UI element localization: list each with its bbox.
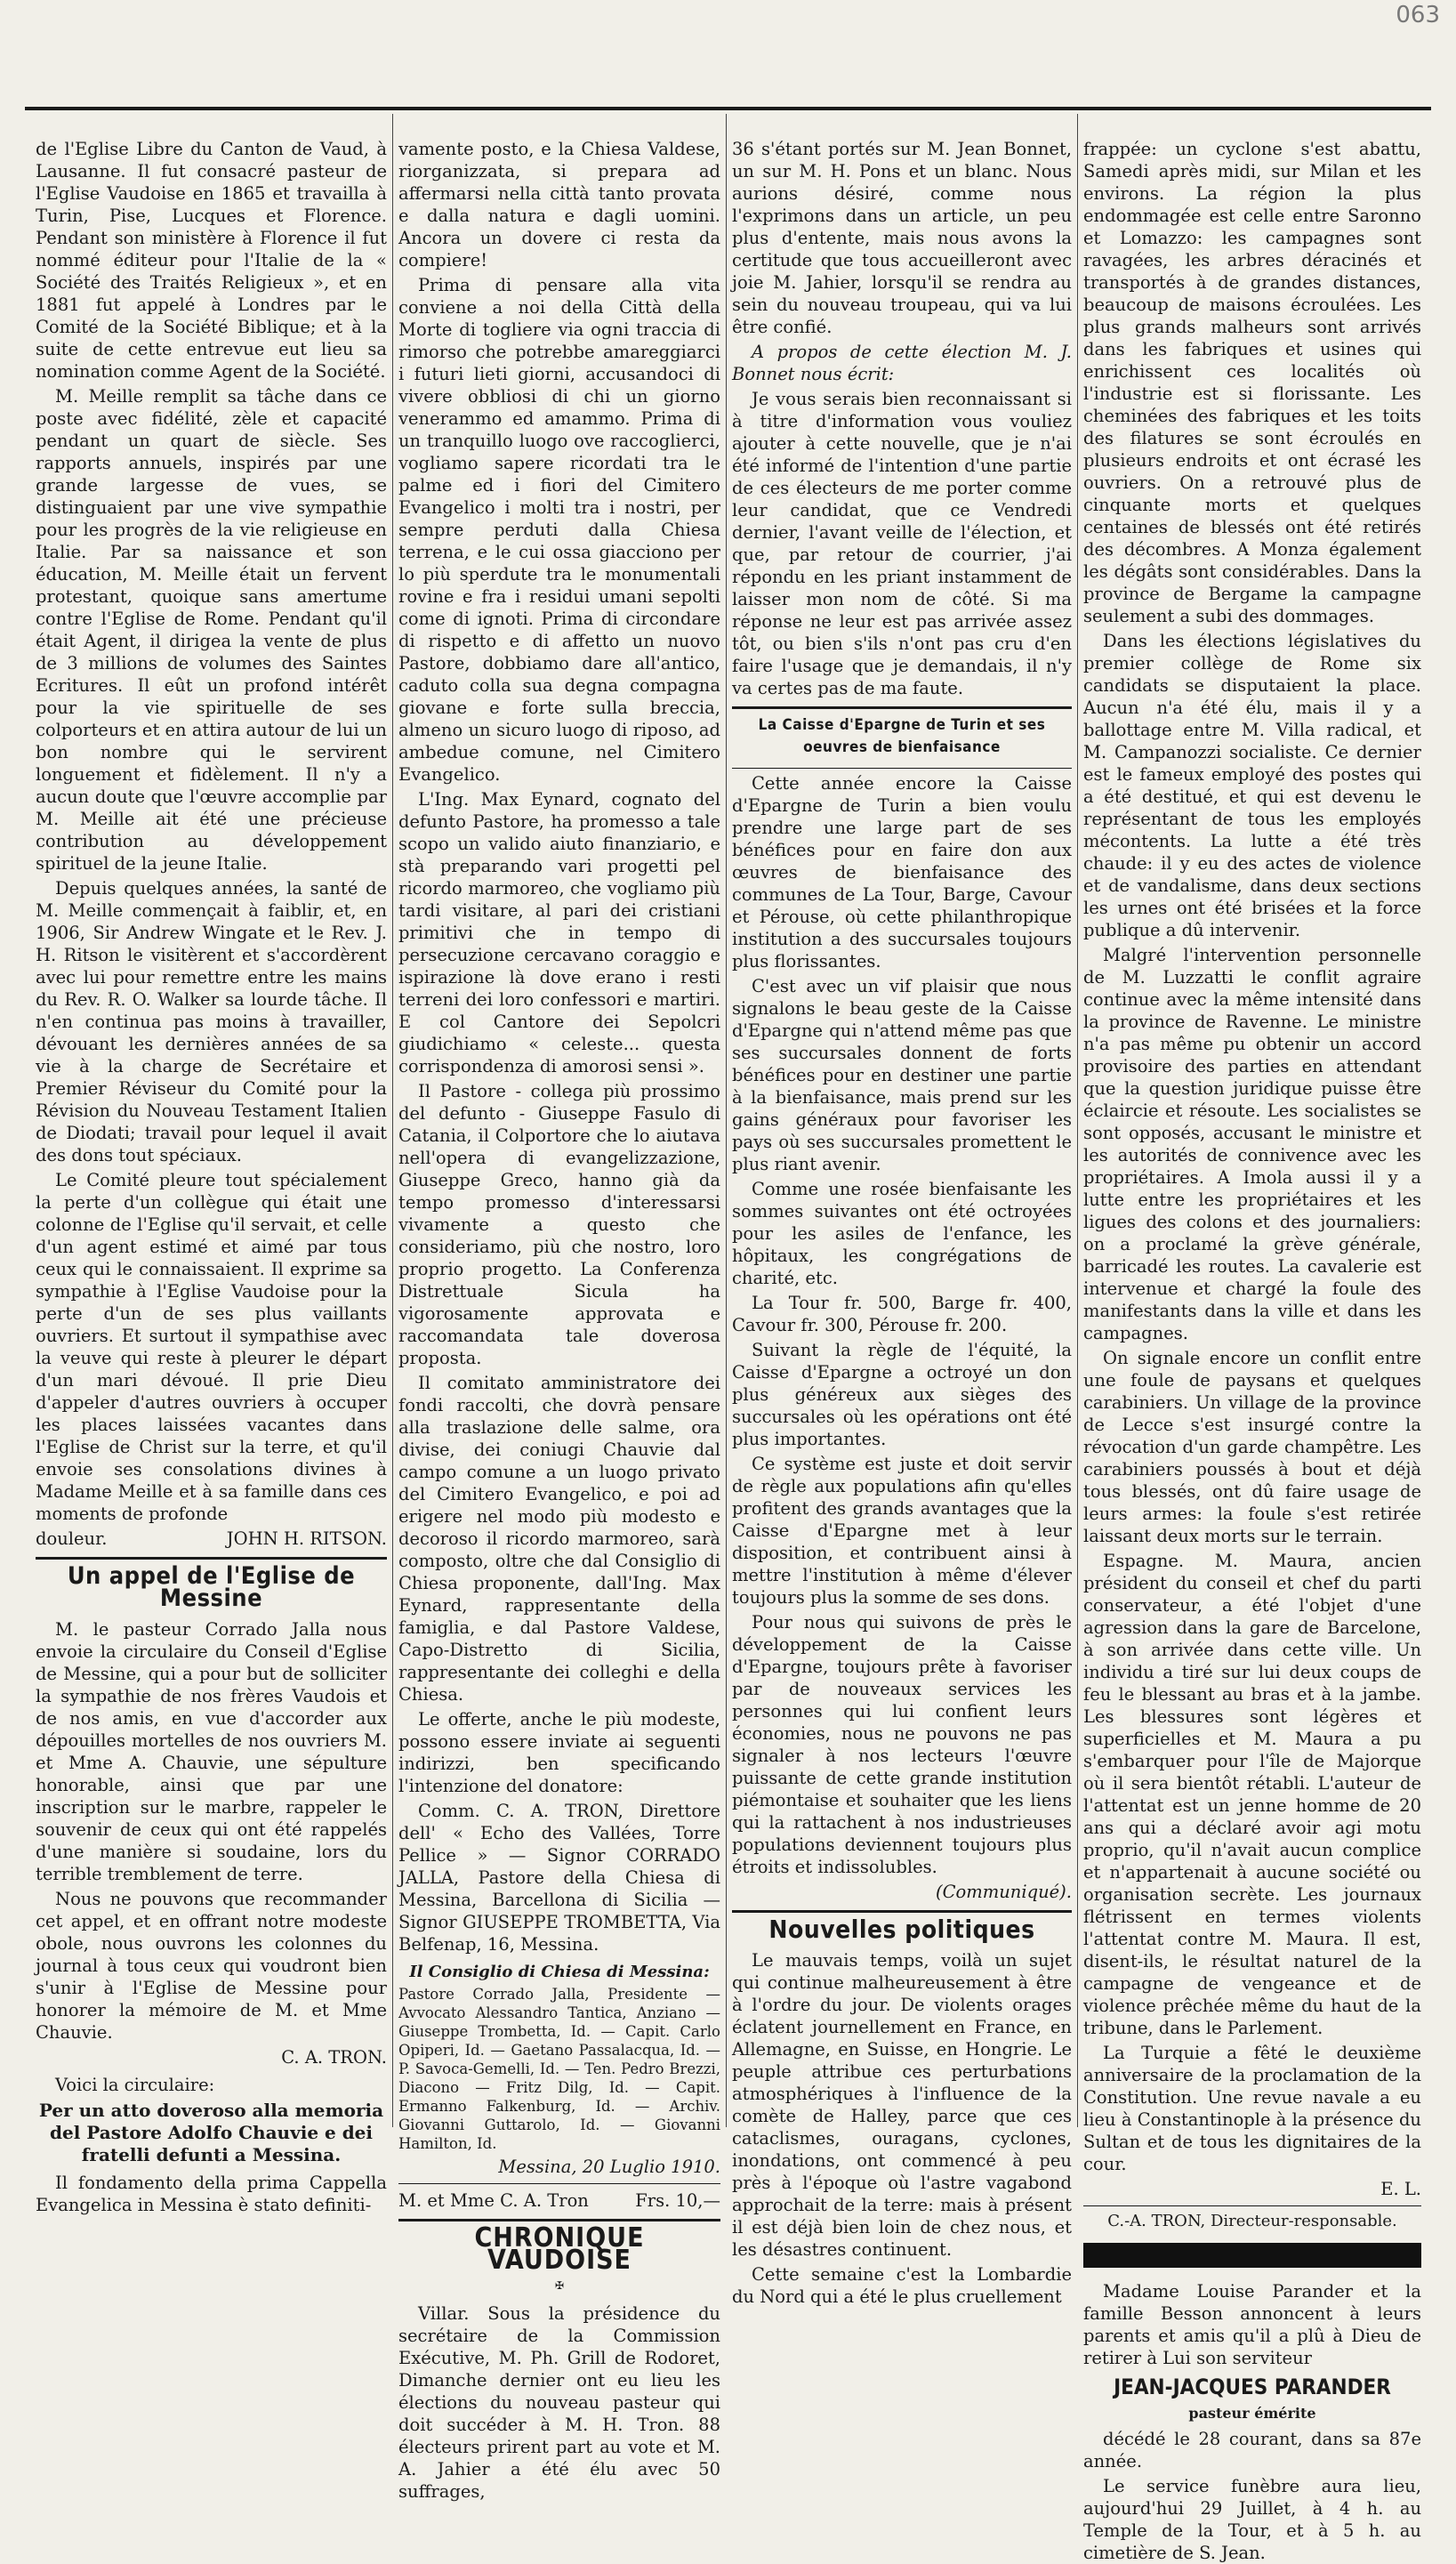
donor-name: M. et Mme C. A. Tron — [398, 2190, 589, 2211]
paragraph: Le service funèbre aura lieu, aujourd'hui 29 Juillet, à 4 h. au Temple de la Tour, et à 5 h. au cimetière de S. Jean. — [1083, 2476, 1421, 2563]
deceased-name: JEAN-JACQUES PARANDER — [1114, 2375, 1391, 2399]
masthead-rule — [25, 107, 1431, 110]
section-rule — [36, 1557, 387, 1560]
paragraph: Dans les élections législatives du premier collège de Rome six candidats se disputaient la place. Aucun n'a été élu, mais il y a ballottage entre M. Villa radical, et M. Campanozzi socialiste. Ce dernier est le fameux employé des postes qui a été destitué, et qui est devenu le représentant de tous les employés mécontents. La lutte a été très chaude: il y eu des actes de violence et de vandalisme, dans deux sections les urnes ont été brisées et la force publique a dû intervenir. — [1083, 631, 1421, 940]
paragraph: Je vous serais bien reconnaissant si à titre d'information vous vouliez ajouter à cette nouvelle, que je n'ai été informé de l'intention d'une partie de ces électeurs de me porter comme leur candidat, que ce Vendredi dernier, l'avant veille de l'élection, et que, par retour de courrier, j'ai répondu en les priant instamment de laisser mon nom de côté. Si ma réponse ne leur est pas arrivée assez tôt, ou bien s'ils n'ont pas cru d'en faire l'usage que je demandais, il n'y va certes pas de ma faute. — [732, 389, 1072, 698]
paragraph: Cette année encore la Caisse d'Epargne de Turin a bien voulu prendre une large part de ses bénéfices pour en faire don aux œuvres de bienfaisance des communes de La Tour, Barge, Cavour et Pérouse, où cette philanthropique institution a des succursales toujours plus florissantes. — [732, 773, 1072, 972]
paragraph: 36 s'étant portés sur M. Jean Bonnet, un sur M. H. Pons et un blanc. Nous aurions désiré, comme nous l'exprimons dans un article, un peu plus d'entente, mais nous avons la certitude que tous accueilleront avec joie M. Jahier, lorsqu'il se rendra au sein du nouveau troupeau, qui va lui être confié. — [732, 139, 1072, 337]
paragraph: frappée: un cyclone s'est abattu, Samedi après midi, sur Milan et les environs. La région la plus endommagée est celle entre Saronno et Lomazzo: les campagnes sont ravagées, les arbres déracinés et transportés à de grandes distances, beaucoup de maisons écroulées. Les plus grands malheurs sont arrivés dans les fabriques et usines qui enrichissent ces localités où l'industrie est si florissante. Les cheminées des fabriques et les toits des filatures se sont écroulés en plusieurs endroits et ont écrasé les ouvriers. On a retrouvé plus de cinquante morts et quelques centaines de blessés ont été retirés des décombres. A Monza également les dégâts sont considérables. Dans la province de Bergame la campagne seulement a subi des dommages. — [1083, 139, 1421, 626]
paragraph: On signale encore un conflit entre une foule de paysans et quelques carabiniers. Un village de la province de Lecce s'est insurgé contre la révocation d'un garde champêtre. Les carabiniers poussés à bout et déjà tous blessés, ont dû faire usage de leurs armes: la foule s'est retirée laissant deux morts sur le terrain. — [1083, 1348, 1421, 1546]
signature: (Communiqué). — [936, 1882, 1072, 1902]
ornament-icon: ✠ — [554, 2279, 565, 2292]
section-heading: CHRONIQUE VAUDOISE — [474, 2222, 645, 2276]
paragraph: Prima di pensare alla vita conviene a noi della Città della Morte di togliere via ogni traccia di rimorso che potrebbe amareggiarci i futuri lieti giorni, accusandoci di vivere obbliosi di chi un giorno venerammo ed amammo. Prima di un tranquillo luogo ove raccoglierci, vogliamo sapere ricordati tra le palme ed i fiori del Cimitero Evangelico i molti tra i nostri, per sempre perduti dalla Chiesa terrena, e le cui ossa giacciono per lo più sperdute tra le monumentali rovine e fra i residui umani sepolti come di ignoti. Prima di circondare di rispetto e di affetto un nuovo Pastore, dobbiamo dare all'antico, caduto colla sua degna compagna giovane e forte sulla breccia, almeno un sicuro luogo di riposo, ad ambedue comune, nel Cimitero Evangelico. — [398, 275, 720, 785]
column-divider — [1077, 114, 1078, 2127]
paragraph: L'Ing. Max Eynard, cognato del defunto Pastore, ha promesso a tale scopo un valido aiuto finanziario, e stà preparando vari progetti pel ricordo marmoreo, che vogliamo più tardi visitare, al pari dei cristiani primitivi che in tempo di persecuzione cercavano coraggio e ispirazione là dove erano i resti terreni dei loro confessori e martiri. E col Cantore dei Sepolcri giudichiamo « celeste... questa corrispondenza di amorosi sensi ». — [398, 789, 720, 1076]
donation-amount: Frs. 10,— — [635, 2190, 720, 2211]
paragraph: Le offerte, anche le più modeste, possono essere inviate ai seguenti indirizzi, ben specificando l'intenzione del donatore: — [398, 1709, 720, 1796]
paragraph: La Turquie a fêté le deuxième anniversaire de la proclamation de la Constitution. Une revue navale a eu lieu à Constantinople à la présence du Sultan et de tous les dignitaires de la cour. — [1083, 2043, 1421, 2174]
paragraph: Malgré l'intervention personnelle de M. Luzzatti le conflit agraire continue avec la même intensité dans la province de Ravenne. Le ministre n'a pas même pu obtenir un accord provisoire des parties en attendant que la question juridique puisse être éclaircie et résoute. Les socialistes se sont opposés, accusant le ministre et les autorités de connivence avec les propriétaires. A Imola aussi il y a lutte entre les propriétaires et les ligues des colons et des journaliers: on a proclamé la grève générale, barricadé les routes. La cavalerie est intervenue et chargé la foule des manifestants dans la ville et dans les campagnes. — [1083, 945, 1421, 1343]
paragraph: Espagne. M. Maura, ancien président du conseil et chef du parti conservateur, a été l'objet d'une agression dans la gare de Barcelone, à son arrivée dans cette ville. Un individu a tiré sur lui deux coups de feu le blessant au bras et à la jambe. Les blessures sont légères et superficielles et M. Maura a pu s'embarquer pour l'île de Majorque où il sera bientôt rétabli. L'auteur de l'attentat est un jenne homme de 20 ans qui a déclaré avoir agi motu proprio, qu'il n'avait aucun complice et n'appartenait à aucune société ou organisation secrète. Les journaux flétrissent en termes violents l'attentat contre M. Maura. Il est, disent-ils, le résultat naturel de la campagne de vengeance et de violence prêchée même du haut de la tribune, dans le Parlement. — [1083, 1551, 1421, 2038]
section-heading: Nouvelles politiques — [768, 1915, 1035, 1944]
paragraph: Pour nous qui suivons de près le développement de la Caisse d'Epargne, toujours prête à favoriser par de nouveaux services les personnes qui lui confient leurs économies, nous ne pouvons ne pas signaler à nos lecteurs l'œuvre puissante de cette grande institution piémontaise et souhaiter que les liens qui la rattachent à nos industrieuses populations deviennent toujours plus étroits et indissolubles. — [732, 1612, 1072, 1877]
deceased-title: pasteur émérite — [1188, 2405, 1316, 2422]
donation-row — [398, 2189, 720, 2212]
signature: JOHN H. RITSON. — [226, 1528, 387, 1549]
death-notice — [1083, 2280, 1421, 2564]
mourning-bar — [1083, 2243, 1421, 2268]
paragraph: A propos de cette élection M. J. Bonnet nous écrit: — [732, 342, 1072, 384]
paragraph: Voici la circulaire: — [55, 2075, 215, 2095]
paragraph: Il comitato amministratore dei fondi raccolti, che dovrà pensare alla traslazione delle salme, ora divise, dei coniugi Chauvie dal campo comune a un luogo privato del Cimitero Evangelico, e poi ad erigere nel modo più modesto e decoroso il ricordo marmoreo, sarà composto, oltre che dal Consiglio di Chiesa proponente, dall'Ing. Max Eynard, rappresentante della famiglia, e dal Pastore Valdese, Capo-Distretto di Sicilia, rappresentante dei colleghi e della Chiesa. — [398, 1373, 720, 1705]
paragraph-end: douleur. — [36, 1528, 108, 1549]
paragraph: Madame Louise Parander et la famille Besson annoncent à leurs parents et amis qu'il a plû à Dieu de retirer à Lui son serviteur — [1083, 2281, 1421, 2368]
paragraph: Il fondamento della prima Cappella Evangelica in Messina è stato definiti- — [36, 2173, 387, 2215]
paragraph: Il Pastore - collega più prossimo del defunto - Giuseppe Fasulo di Catania, il Colportore che lo aiutava nell'opera di evangelizzazione, Giuseppe Greco, hanno già da tempo promesso d'interessarsi vivamente a questo che consideriamo, più che nostro, loro proprio progetto. La Conferenza Distrettuale Sicula ha vigorosamente approvata e raccomandata tale doverosa proposta. — [398, 1081, 720, 1368]
paragraph: Nous ne pouvons que recommander cet appel, et en offrant notre modeste obole, nous ouvrons les colonnes du journal à tous ceux qui voudront bien s'unir à l'Eglise de Messine pour honorer la mémoire de M. et Mme Chauvie. — [36, 1889, 387, 2043]
column-divider — [726, 114, 727, 2127]
section-rule — [732, 706, 1072, 709]
page-number: 063 — [1396, 2, 1440, 28]
section-rule — [732, 1910, 1072, 1913]
signature: C. A. TRON. — [281, 2047, 387, 2068]
column-4 — [1083, 138, 1421, 2563]
paragraph: M. Meille remplit sa tâche dans ce poste avec fidélité, zèle et capacité pendant un quart de siècle. Ses rapports annuels, inspirés par une grande largesse de vues, se distinguaient par une vive sympathie pour les progrès de la vie religieuse en Italie. Par sa naissance et son éducation, M. Meille était un fervent protestant, quoique sans amertume contre l'Eglise de Rome. Pendant qu'il était Agent, il dirigea la vente de plus de 3 millions de volumes des Saintes Ecritures. Il eût un profond intérêt pour la vie spirituelle de ses colporteurs et en attira autour de lui un bon nombre qui le servirent longuement et fidèlement. Il n'y a aucun doute que l'œuvre accomplie par M. Meille ait été une précieuse contribution au développement spirituel de la jeune Italie. — [36, 386, 387, 874]
paragraph: Comm. C. A. TRON, Direttore dell' « Echo des Vallées, Torre Pellice » — Signor CORRADO JALLA, Pastore della Chiesa di Messina, Barcellona di Sicilia — Signor GIUSEPPE TROMBETTA, Via Belfenap, 16, Messina. — [398, 1801, 720, 1955]
paragraph: Le Comité pleure tout spécialement la perte d'un collègue qui était une colonne de l'Eglise qu'il servait, et celle d'un agent estimé et aimé par tous ceux qui le connaissaient. Il exprime sa sympathie à l'Eglise Vaudoise pour la perte d'un de ses plus vaillants ouvriers. Et surtout il sympathise avec la veuve qui reste à pleurer le départ d'un mari dévoué. Il prie Dieu d'appeler d'autres ouvriers à occuper les places laissées vacantes dans l'Eglise de Christ sur la terre, et qu'il envoie ses consolations divines à Madame Meille et à sa famille dans ces moments de profonde — [36, 1170, 387, 1524]
council-list: Pastore Corrado Jalla, Presidente — Avvocato Alessandro Tantica, Anziano — Giuseppe Trombetta, Id. — Capit. Carlo Opiperi, Id. — Gaetano Passalacqua, Id. — P. Savoca-Gemelli, Id. — Ten. Pedro Brezzi, Diacono — Fritz Dilg, Id. — Capit. Ermanno Falkenburg, Id. — Archiv. Giovanni Guttarolo, Id. — Giovanni Hamilton, Id. — [398, 1986, 720, 2152]
paragraph: Ce système est juste et doit servir de règle aux populations afin qu'elles profitent des grands avantages que la Caisse d'Epargne met à leur disposition, et contribuent ainsi à mettre l'institution à même d'élever toujours plus la somme de ses dons. — [732, 1454, 1072, 1608]
article-heading: La Caisse d'Epargne de Turin et ses oeuvres de bienfaisance — [758, 716, 1046, 756]
signature: E. L. — [1380, 2179, 1421, 2199]
paragraph: Suivant la règle de l'équité, la Caisse d'Epargne a octroyé un don plus généreux aux sièges des succursales où les opérations ont été plus importantes. — [732, 1340, 1072, 1449]
date-line: Messina, 20 Luglio 1910. — [498, 2157, 720, 2177]
divider — [732, 768, 1072, 769]
paragraph: vamente posto, e la Chiesa Valdese, riorganizzata, si prepara ad affermarsi nella città tanto provata e dalla natura e dagli uomini. Ancora un dovere ci resta da compiere! — [398, 139, 720, 270]
column-3 — [732, 138, 1072, 2307]
section-rule — [398, 2219, 720, 2221]
divider — [398, 2183, 720, 2184]
paragraph: de l'Eglise Libre du Canton de Vaud, à Lausanne. Il fut consacré pasteur de l'Eglise Vaudoise en 1865 et travailla à Turin, Pise, Lucques et Florence. Pendant son ministère à Florence il fut nommé éditeur pour l'Italie de la « Société des Traités Religieux », et en 1881 fut appelé à Londres par le Comité de la Société Biblique; et à la suite de cette entrevue eut lieu sa nomination comme Agent de la Société. — [36, 139, 387, 382]
column-divider — [392, 114, 393, 2127]
divider — [1083, 2205, 1421, 2206]
column-1 — [36, 138, 387, 2215]
editor-line: C.-A. TRON, Directeur-responsable. — [1107, 2212, 1397, 2230]
paragraph: Depuis quelques années, la santé de M. Meille commençait à faiblir, et, en 1906, Sir Andrew Wingate et le Rev. J. H. Ritson le visitèrent et s'accordèrent avec lui pour remettre entre les mains du Rev. R. O. Walker sa lourde tâche. Il n'en continua pas moins à travailler, dévouant les dernières années de sa vie à la charge de Secrétaire et Premier Réviseur du Comité pour la Révision du Nouveau Testament Italien de Diodati; travail pour lequel il avait des dons tout spéciaux. — [36, 878, 387, 1165]
sub-heading: Per un atto doveroso alla memoria del Pastore Adolfo Chauvie e dei fratelli defunti a Messina. — [38, 2100, 384, 2165]
paragraph: C'est avec un vif plaisir que nous signalons le beau geste de la Caisse d'Epargne qui n'attend même pas que ses succursales donnent de forts bénéfices pour en destiner une partie à la bienfaisance, mais prend sur les gains généraux pour favoriser les pays où ses succursales promettent le plus riant avenir. — [732, 976, 1072, 1174]
paragraph: Cette semaine c'est la Lombardie du Nord qui a été le plus cruellement — [732, 2264, 1072, 2307]
column-2 — [398, 138, 720, 2502]
paragraph: Villar. Sous la présidence du secrétaire de la Commission Exécutive, M. Ph. Grill de Rodoret, Dimanche dernier ont eu lieu les élections du nouveau pasteur qui doit succéder à M. H. Tron. 88 électeurs prirent part au vote et M. A. Jahier a été élu avec 50 suffrages, — [398, 2303, 720, 2502]
paragraph: décédé le 28 courant, dans sa 87e année. — [1083, 2429, 1421, 2471]
council-title: Il Consiglio di Chiesa di Messina: — [409, 1963, 710, 1981]
article-heading: Un appel de l'Eglise de Messine — [67, 1562, 356, 1612]
paragraph: Comme une rosée bienfaisante les sommes suivantes ont été octroyées pour les asiles de l'enfance, les hôpitaux, les congrégations de charité, etc. — [732, 1179, 1072, 1288]
paragraph: La Tour fr. 500, Barge fr. 400, Cavour fr. 300, Pérouse fr. 200. — [732, 1293, 1072, 1335]
paragraph: Le mauvais temps, voilà un sujet qui continue malheureusement à être à l'ordre du jour. De violents orages éclatent journellement en France, en Allemagne, en Suisse, en Hongrie. Le peuple attribue ces perturbations atmosphériques à l'influence de la comète de Halley, parce que ces cataclismes, ouragans, cyclones, inondations, ont commencé à peu près à l'époque où l'astre vagabond approchait de la terre: mais à présent il est déjà bien loin de chez nous, et les désastres continuent. — [732, 1950, 1072, 2260]
paragraph: M. le pasteur Corrado Jalla nous envoie la circulaire du Conseil d'Eglise de Messine, qui a pour but de solliciter la sympathie de nos frères Vaudois et de nos amis, en vue d'accorder aux dépouilles mortelles de nos ouvriers M. et Mme A. Chauvie, une sépulture honorable, ainsi que par une inscription sur le marbre, rappeler le souvenir de ceux qui ont été rappelés d'une manière si soudaine, lors du terrible tremblement de terre. — [36, 1619, 387, 1884]
